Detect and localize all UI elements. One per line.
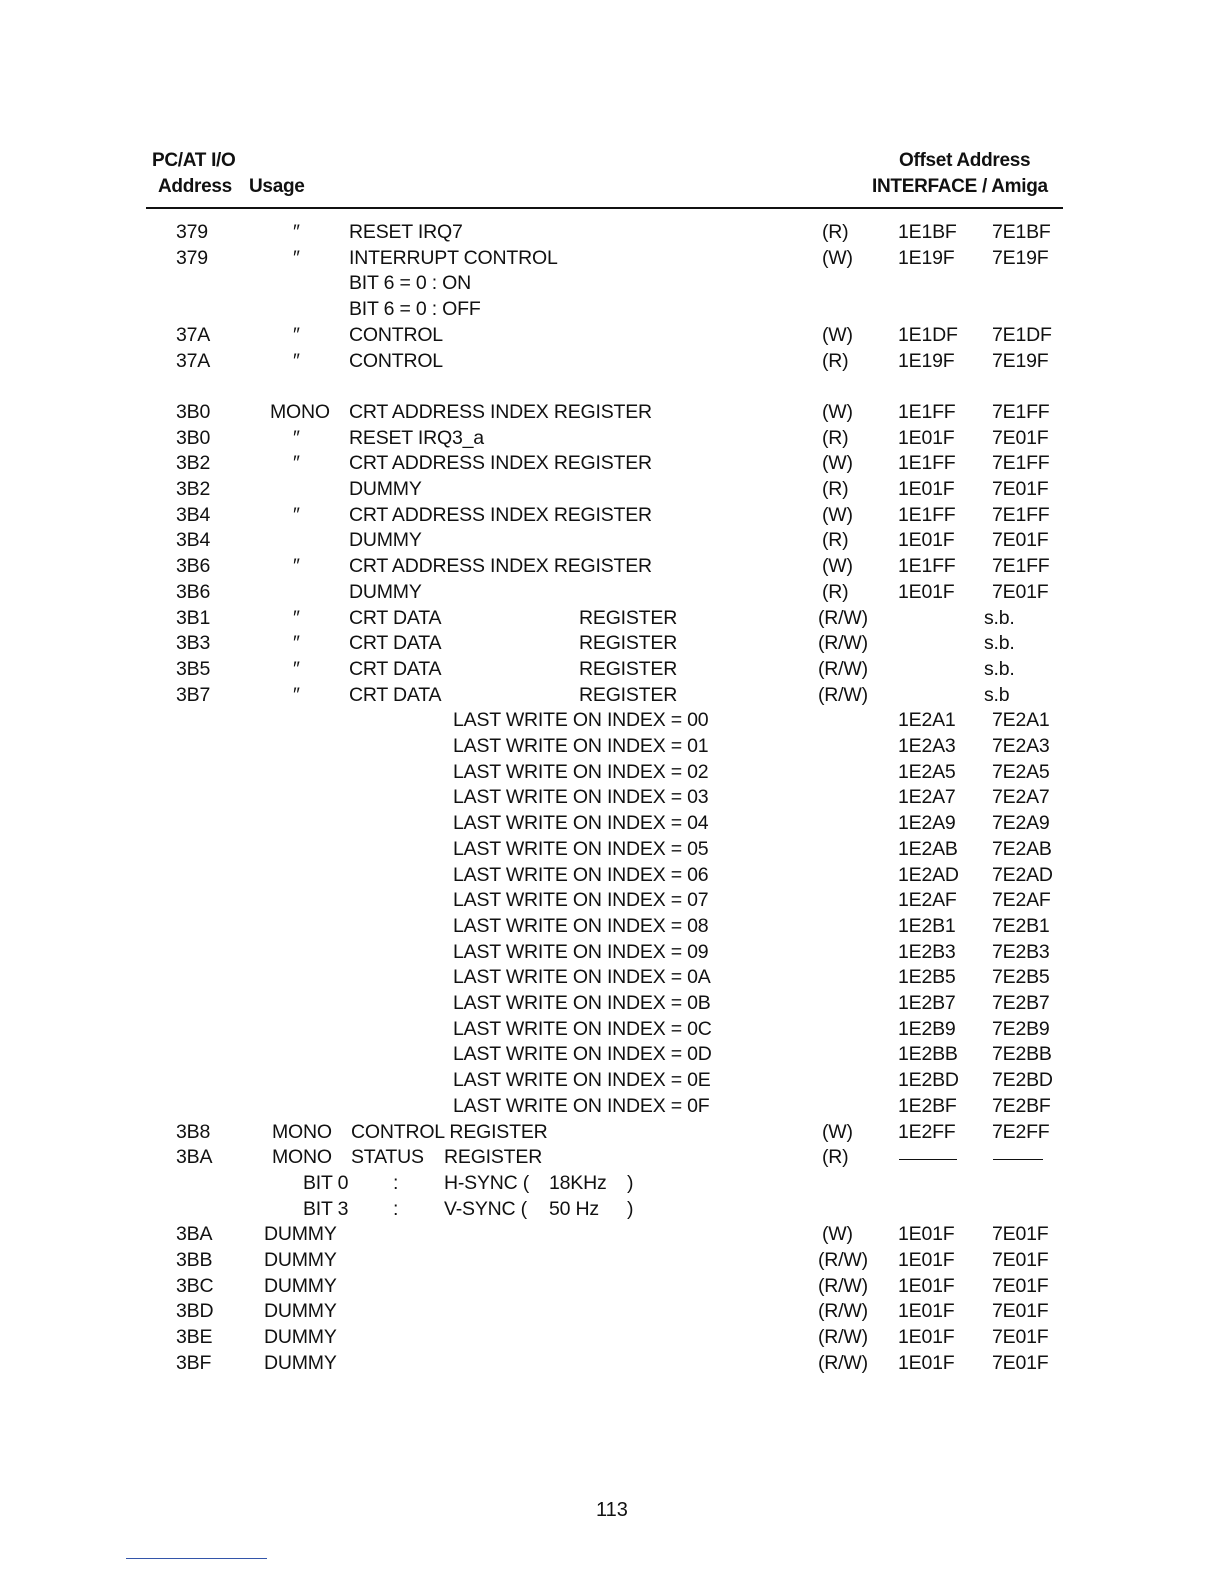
table-row — [0, 707, 1224, 733]
interface-offset-cell: 1E01F — [898, 426, 955, 449]
register-cell: REGISTER — [579, 632, 678, 655]
table-row — [0, 887, 1224, 913]
description-cell: CRT ADDRESS INDEX REGISTER — [349, 452, 652, 475]
address-cell: 3B4 — [176, 529, 211, 552]
address-cell: 3B0 — [176, 400, 211, 423]
usage-cell: ″ — [293, 683, 300, 706]
interface-offset-cell: 1E2B5 — [898, 966, 956, 989]
last-write-cell: LAST WRITE ON INDEX = 06 — [453, 863, 709, 886]
address-cell: 3BA — [176, 1146, 213, 1169]
usage-cell: MONO — [270, 400, 330, 423]
header-pcat-io: PC/AT I/O — [152, 150, 236, 171]
interface-offset-cell: 1E2AB — [898, 837, 958, 860]
rw-cell: (R) — [822, 580, 849, 603]
bit-cell: BIT 0 — [303, 1171, 349, 1194]
description-cell: BIT 6 = 0 : ON — [349, 272, 472, 295]
interface-offset-cell: 1E19F — [898, 246, 955, 269]
header-usage: Usage — [249, 176, 305, 197]
address-cell: 3B4 — [176, 503, 211, 526]
table-row — [0, 810, 1224, 836]
description-cell: CRT ADDRESS INDEX REGISTER — [349, 503, 652, 526]
table-row — [0, 1119, 1224, 1145]
table-row — [0, 1067, 1224, 1093]
interface-offset-cell: 1E01F — [898, 1326, 955, 1349]
last-write-cell: LAST WRITE ON INDEX = 01 — [453, 735, 709, 757]
amiga-offset-cell: 7E2AB — [992, 837, 1052, 860]
description-cell: CRT DATA — [349, 683, 442, 706]
description-cell: CRT ADDRESS INDEX REGISTER — [349, 400, 652, 423]
table-row — [0, 450, 1224, 476]
interface-offset-cell: 1E2A3 — [898, 735, 956, 757]
address-cell: 3B0 — [176, 426, 211, 449]
interface-offset-cell: 1E19F — [898, 349, 955, 372]
rw-cell: (R/W) — [818, 632, 868, 655]
address-cell: 3B8 — [176, 1120, 211, 1143]
last-write-cell: LAST WRITE ON INDEX = 0B — [453, 992, 711, 1014]
dummy-cell: DUMMY — [264, 1326, 337, 1349]
amiga-offset-cell: s.b. — [984, 657, 1015, 680]
amiga-offset-cell: 7E1BF — [992, 221, 1051, 243]
rw-cell: (R/W) — [818, 1326, 868, 1349]
amiga-offset-cell: 7E2B5 — [992, 966, 1050, 989]
usage-cell: ″ — [293, 606, 300, 629]
table-row — [0, 1221, 1224, 1247]
rw-cell: (R) — [822, 426, 849, 449]
table-row — [0, 1016, 1224, 1042]
description-cell: BIT 6 = 0 : OFF — [349, 298, 481, 321]
interface-offset-cell: 1E1BF — [898, 221, 957, 243]
empty-offset-dash — [993, 1159, 1043, 1160]
table-row — [0, 219, 1224, 245]
register-cell: REGISTER — [579, 683, 678, 706]
description-cell: STATUS — [351, 1146, 424, 1169]
table-row — [0, 1298, 1224, 1324]
table-row — [0, 939, 1224, 965]
dummy-cell: DUMMY — [264, 1274, 337, 1297]
address-cell: 379 — [176, 246, 208, 269]
table-row — [0, 862, 1224, 888]
interface-offset-cell: 1E2BB — [898, 1043, 958, 1066]
amiga-offset-cell: s.b — [984, 683, 1010, 706]
table-row — [0, 476, 1224, 502]
last-write-cell: LAST WRITE ON INDEX = 04 — [453, 812, 709, 835]
interface-offset-cell: 1E1FF — [898, 400, 956, 423]
usage-cell: ″ — [293, 452, 300, 475]
footnote-rule — [126, 1558, 267, 1559]
table-row — [0, 1324, 1224, 1350]
usage-cell: ″ — [293, 246, 300, 269]
amiga-offset-cell: 7E01F — [992, 1300, 1049, 1323]
rw-cell: (W) — [822, 1120, 853, 1143]
table-row — [0, 245, 1224, 271]
rw-cell: (R/W) — [818, 683, 868, 706]
register-cell: REGISTER — [444, 1146, 543, 1169]
amiga-offset-cell: 7E2AF — [992, 889, 1051, 912]
amiga-offset-cell: 7E1FF — [992, 452, 1050, 475]
usage-cell: ″ — [293, 221, 300, 243]
last-write-cell: LAST WRITE ON INDEX = 0D — [453, 1043, 712, 1066]
interface-offset-cell: 1E01F — [898, 529, 955, 552]
address-cell: 3B5 — [176, 657, 211, 680]
table-row — [0, 527, 1224, 553]
interface-offset-cell: 1E2FF — [898, 1120, 956, 1143]
address-cell: 3BE — [176, 1326, 213, 1349]
address-cell: 3B2 — [176, 478, 211, 500]
amiga-offset-cell: 7E2A9 — [992, 812, 1050, 835]
description-cell: CONTROL — [349, 349, 443, 372]
interface-offset-cell: 1E1FF — [898, 452, 956, 475]
address-cell: 3BD — [176, 1300, 214, 1323]
table-row — [0, 1144, 1224, 1170]
amiga-offset-cell: 7E2B3 — [992, 940, 1050, 963]
table-row — [0, 990, 1224, 1016]
amiga-offset-cell: 7E2B9 — [992, 1017, 1050, 1040]
rw-cell: (W) — [822, 246, 853, 269]
description-cell: CRT DATA — [349, 657, 442, 680]
paren-cell: ) — [627, 1197, 634, 1220]
description-cell: DUMMY — [349, 580, 422, 603]
header-address: Address — [158, 176, 232, 197]
address-cell: 3B6 — [176, 555, 211, 578]
usage-cell: ″ — [293, 323, 300, 346]
rw-cell: (W) — [822, 452, 853, 475]
address-cell: 3B2 — [176, 452, 211, 475]
header-interface-amiga: INTERFACE / Amiga — [872, 176, 1048, 197]
sync-cell: H-SYNC ( — [444, 1171, 530, 1194]
interface-offset-cell: 1E2A1 — [898, 709, 956, 732]
interface-offset-cell: 1E01F — [898, 1249, 955, 1271]
last-write-cell: LAST WRITE ON INDEX = 08 — [453, 914, 709, 937]
interface-offset-cell: 1E1DF — [898, 323, 958, 346]
register-cell: REGISTER — [579, 657, 678, 680]
address-cell: 379 — [176, 221, 208, 243]
last-write-cell: LAST WRITE ON INDEX = 0A — [453, 966, 711, 989]
amiga-offset-cell: 7E01F — [992, 1249, 1049, 1271]
address-cell: 3B3 — [176, 632, 211, 655]
empty-offset-dash — [899, 1159, 957, 1160]
amiga-offset-cell: 7E19F — [992, 349, 1049, 372]
interface-offset-cell: 1E1FF — [898, 503, 956, 526]
rw-cell: (R/W) — [818, 1300, 868, 1323]
amiga-offset-cell: 7E2A3 — [992, 735, 1050, 757]
dummy-cell: DUMMY — [264, 1300, 337, 1323]
description-cell: CRT DATA — [349, 632, 442, 655]
interface-offset-cell: 1E2BF — [898, 1094, 957, 1117]
table-row — [0, 502, 1224, 528]
header-offset-address: Offset Address — [899, 150, 1031, 171]
address-cell: 3B1 — [176, 606, 211, 629]
amiga-offset-cell: 7E01F — [992, 1223, 1049, 1246]
table-row — [0, 270, 1224, 296]
register-cell: REGISTER — [579, 606, 678, 629]
interface-offset-cell: 1E2AF — [898, 889, 957, 912]
rw-cell: (R) — [822, 529, 849, 552]
interface-offset-cell: 1E01F — [898, 1223, 955, 1246]
usage-cell: ″ — [293, 349, 300, 372]
table-row — [0, 1273, 1224, 1299]
rw-cell: (R/W) — [818, 1274, 868, 1297]
amiga-offset-cell: 7E1FF — [992, 503, 1050, 526]
amiga-offset-cell: 7E1FF — [992, 400, 1050, 423]
rw-cell: (W) — [822, 323, 853, 346]
rw-cell: (R) — [822, 1146, 849, 1169]
rw-cell: (R/W) — [818, 657, 868, 680]
amiga-offset-cell: 7E2AD — [992, 863, 1053, 886]
interface-offset-cell: 1E2B1 — [898, 914, 956, 937]
table-row — [0, 1247, 1224, 1273]
description-cell: INTERRUPT CONTROL — [349, 246, 558, 269]
description-cell: CRT DATA — [349, 606, 442, 629]
table-row — [0, 322, 1224, 348]
dummy-cell: DUMMY — [264, 1223, 337, 1246]
amiga-offset-cell: s.b. — [984, 632, 1015, 655]
interface-offset-cell: 1E2A9 — [898, 812, 956, 835]
interface-offset-cell: 1E2B9 — [898, 1017, 956, 1040]
last-write-cell: LAST WRITE ON INDEX = 03 — [453, 786, 709, 809]
dummy-cell: DUMMY — [264, 1249, 337, 1271]
rw-cell: (W) — [822, 503, 853, 526]
last-write-cell: LAST WRITE ON INDEX = 02 — [453, 760, 709, 783]
rw-cell: (R) — [822, 478, 849, 500]
rw-cell: (W) — [822, 555, 853, 578]
amiga-offset-cell: 7E01F — [992, 1351, 1049, 1374]
amiga-offset-cell: s.b. — [984, 606, 1015, 629]
amiga-offset-cell: 7E2B1 — [992, 914, 1050, 937]
table-row — [0, 425, 1224, 451]
interface-offset-cell: 1E01F — [898, 1274, 955, 1297]
amiga-offset-cell: 7E1FF — [992, 555, 1050, 578]
amiga-offset-cell: 7E2B7 — [992, 992, 1050, 1014]
table-row — [0, 964, 1224, 990]
amiga-offset-cell: 7E01F — [992, 580, 1049, 603]
interface-offset-cell: 1E2A5 — [898, 760, 956, 783]
amiga-offset-cell: 7E19F — [992, 246, 1049, 269]
interface-offset-cell: 1E2BD — [898, 1069, 959, 1092]
table-row — [0, 399, 1224, 425]
description-cell: CRT ADDRESS INDEX REGISTER — [349, 555, 652, 578]
table-row — [0, 733, 1224, 759]
table-row — [0, 1350, 1224, 1376]
amiga-offset-cell: 7E2A1 — [992, 709, 1050, 732]
amiga-offset-cell: 7E01F — [992, 1274, 1049, 1297]
table-row — [0, 296, 1224, 322]
interface-offset-cell: 1E01F — [898, 1300, 955, 1323]
usage-cell: ″ — [293, 657, 300, 680]
usage-cell: ″ — [293, 632, 300, 655]
interface-offset-cell: 1E01F — [898, 478, 955, 500]
description-cell: DUMMY — [349, 529, 422, 552]
last-write-cell: LAST WRITE ON INDEX = 0F — [453, 1094, 710, 1117]
usage-cell: MONO — [272, 1120, 332, 1143]
paren-cell: ) — [627, 1171, 634, 1194]
amiga-offset-cell: 7E01F — [992, 426, 1049, 449]
address-cell: 3BF — [176, 1351, 212, 1374]
rw-cell: (R) — [822, 349, 849, 372]
table-row — [0, 784, 1224, 810]
amiga-offset-cell: 7E01F — [992, 529, 1049, 552]
table-row — [0, 682, 1224, 708]
amiga-offset-cell: 7E2FF — [992, 1120, 1050, 1143]
amiga-offset-cell: 7E2BF — [992, 1094, 1051, 1117]
last-write-cell: LAST WRITE ON INDEX = 00 — [453, 709, 709, 732]
table-row — [0, 759, 1224, 785]
interface-offset-cell: 1E01F — [898, 1351, 955, 1374]
rw-cell: (R/W) — [818, 606, 868, 629]
amiga-offset-cell: 7E2BB — [992, 1043, 1052, 1066]
table-row — [0, 373, 1224, 399]
last-write-cell: LAST WRITE ON INDEX = 0E — [453, 1069, 711, 1092]
usage-cell: ″ — [293, 503, 300, 526]
usage-cell: MONO — [272, 1146, 332, 1169]
dummy-cell: DUMMY — [264, 1351, 337, 1374]
description-cell: CONTROL — [349, 323, 443, 346]
table-row — [0, 913, 1224, 939]
address-cell: 37A — [176, 349, 211, 372]
amiga-offset-cell: 7E2BD — [992, 1069, 1053, 1092]
address-cell: 3B6 — [176, 580, 211, 603]
address-cell: 3BC — [176, 1274, 214, 1297]
table-row — [0, 836, 1224, 862]
interface-offset-cell: 1E2A7 — [898, 786, 956, 809]
rw-cell: (R) — [822, 221, 849, 243]
table-row — [0, 630, 1224, 656]
table-row — [0, 1196, 1224, 1222]
page-number: 113 — [596, 1499, 628, 1521]
address-cell: 3BB — [176, 1249, 213, 1271]
table-row — [0, 579, 1224, 605]
colon-cell: : — [393, 1171, 399, 1194]
interface-offset-cell: 1E2B3 — [898, 940, 956, 963]
usage-cell: ″ — [293, 555, 300, 578]
interface-offset-cell: 1E01F — [898, 580, 955, 603]
interface-offset-cell: 1E1FF — [898, 555, 956, 578]
table-row — [0, 348, 1224, 374]
table-row — [0, 656, 1224, 682]
description-cell: RESET IRQ3_a — [349, 426, 484, 449]
rw-cell: (W) — [822, 400, 853, 423]
description-cell: RESET IRQ7 — [349, 221, 463, 243]
rw-cell: (W) — [822, 1223, 853, 1246]
last-write-cell: LAST WRITE ON INDEX = 0C — [453, 1017, 712, 1040]
last-write-cell: LAST WRITE ON INDEX = 09 — [453, 940, 709, 963]
bit-cell: BIT 3 — [303, 1197, 349, 1220]
rw-cell: (R/W) — [818, 1351, 868, 1374]
last-write-cell: LAST WRITE ON INDEX = 05 — [453, 837, 709, 860]
amiga-offset-cell: 7E1DF — [992, 323, 1052, 346]
address-cell: 37A — [176, 323, 211, 346]
frequency-cell: 18KHz — [549, 1171, 607, 1194]
colon-cell: : — [393, 1197, 399, 1220]
address-cell: 3BA — [176, 1223, 213, 1246]
description-cell: CONTROL REGISTER — [351, 1120, 548, 1143]
frequency-cell: 50 Hz — [549, 1197, 599, 1220]
table-row — [0, 1170, 1224, 1196]
interface-offset-cell: 1E2B7 — [898, 992, 956, 1014]
address-cell: 3B7 — [176, 683, 211, 706]
usage-cell: ″ — [293, 426, 300, 449]
table-row — [0, 605, 1224, 631]
description-cell: DUMMY — [349, 478, 422, 500]
amiga-offset-cell: 7E2A7 — [992, 786, 1050, 809]
amiga-offset-cell: 7E2A5 — [992, 760, 1050, 783]
header-rule — [146, 207, 1063, 209]
last-write-cell: LAST WRITE ON INDEX = 07 — [453, 889, 709, 912]
amiga-offset-cell: 7E01F — [992, 1326, 1049, 1349]
table-row — [0, 1093, 1224, 1119]
table-row — [0, 553, 1224, 579]
sync-cell: V-SYNC ( — [444, 1197, 527, 1220]
table-row — [0, 1041, 1224, 1067]
rw-cell: (R/W) — [818, 1249, 868, 1271]
amiga-offset-cell: 7E01F — [992, 478, 1049, 500]
interface-offset-cell: 1E2AD — [898, 863, 959, 886]
